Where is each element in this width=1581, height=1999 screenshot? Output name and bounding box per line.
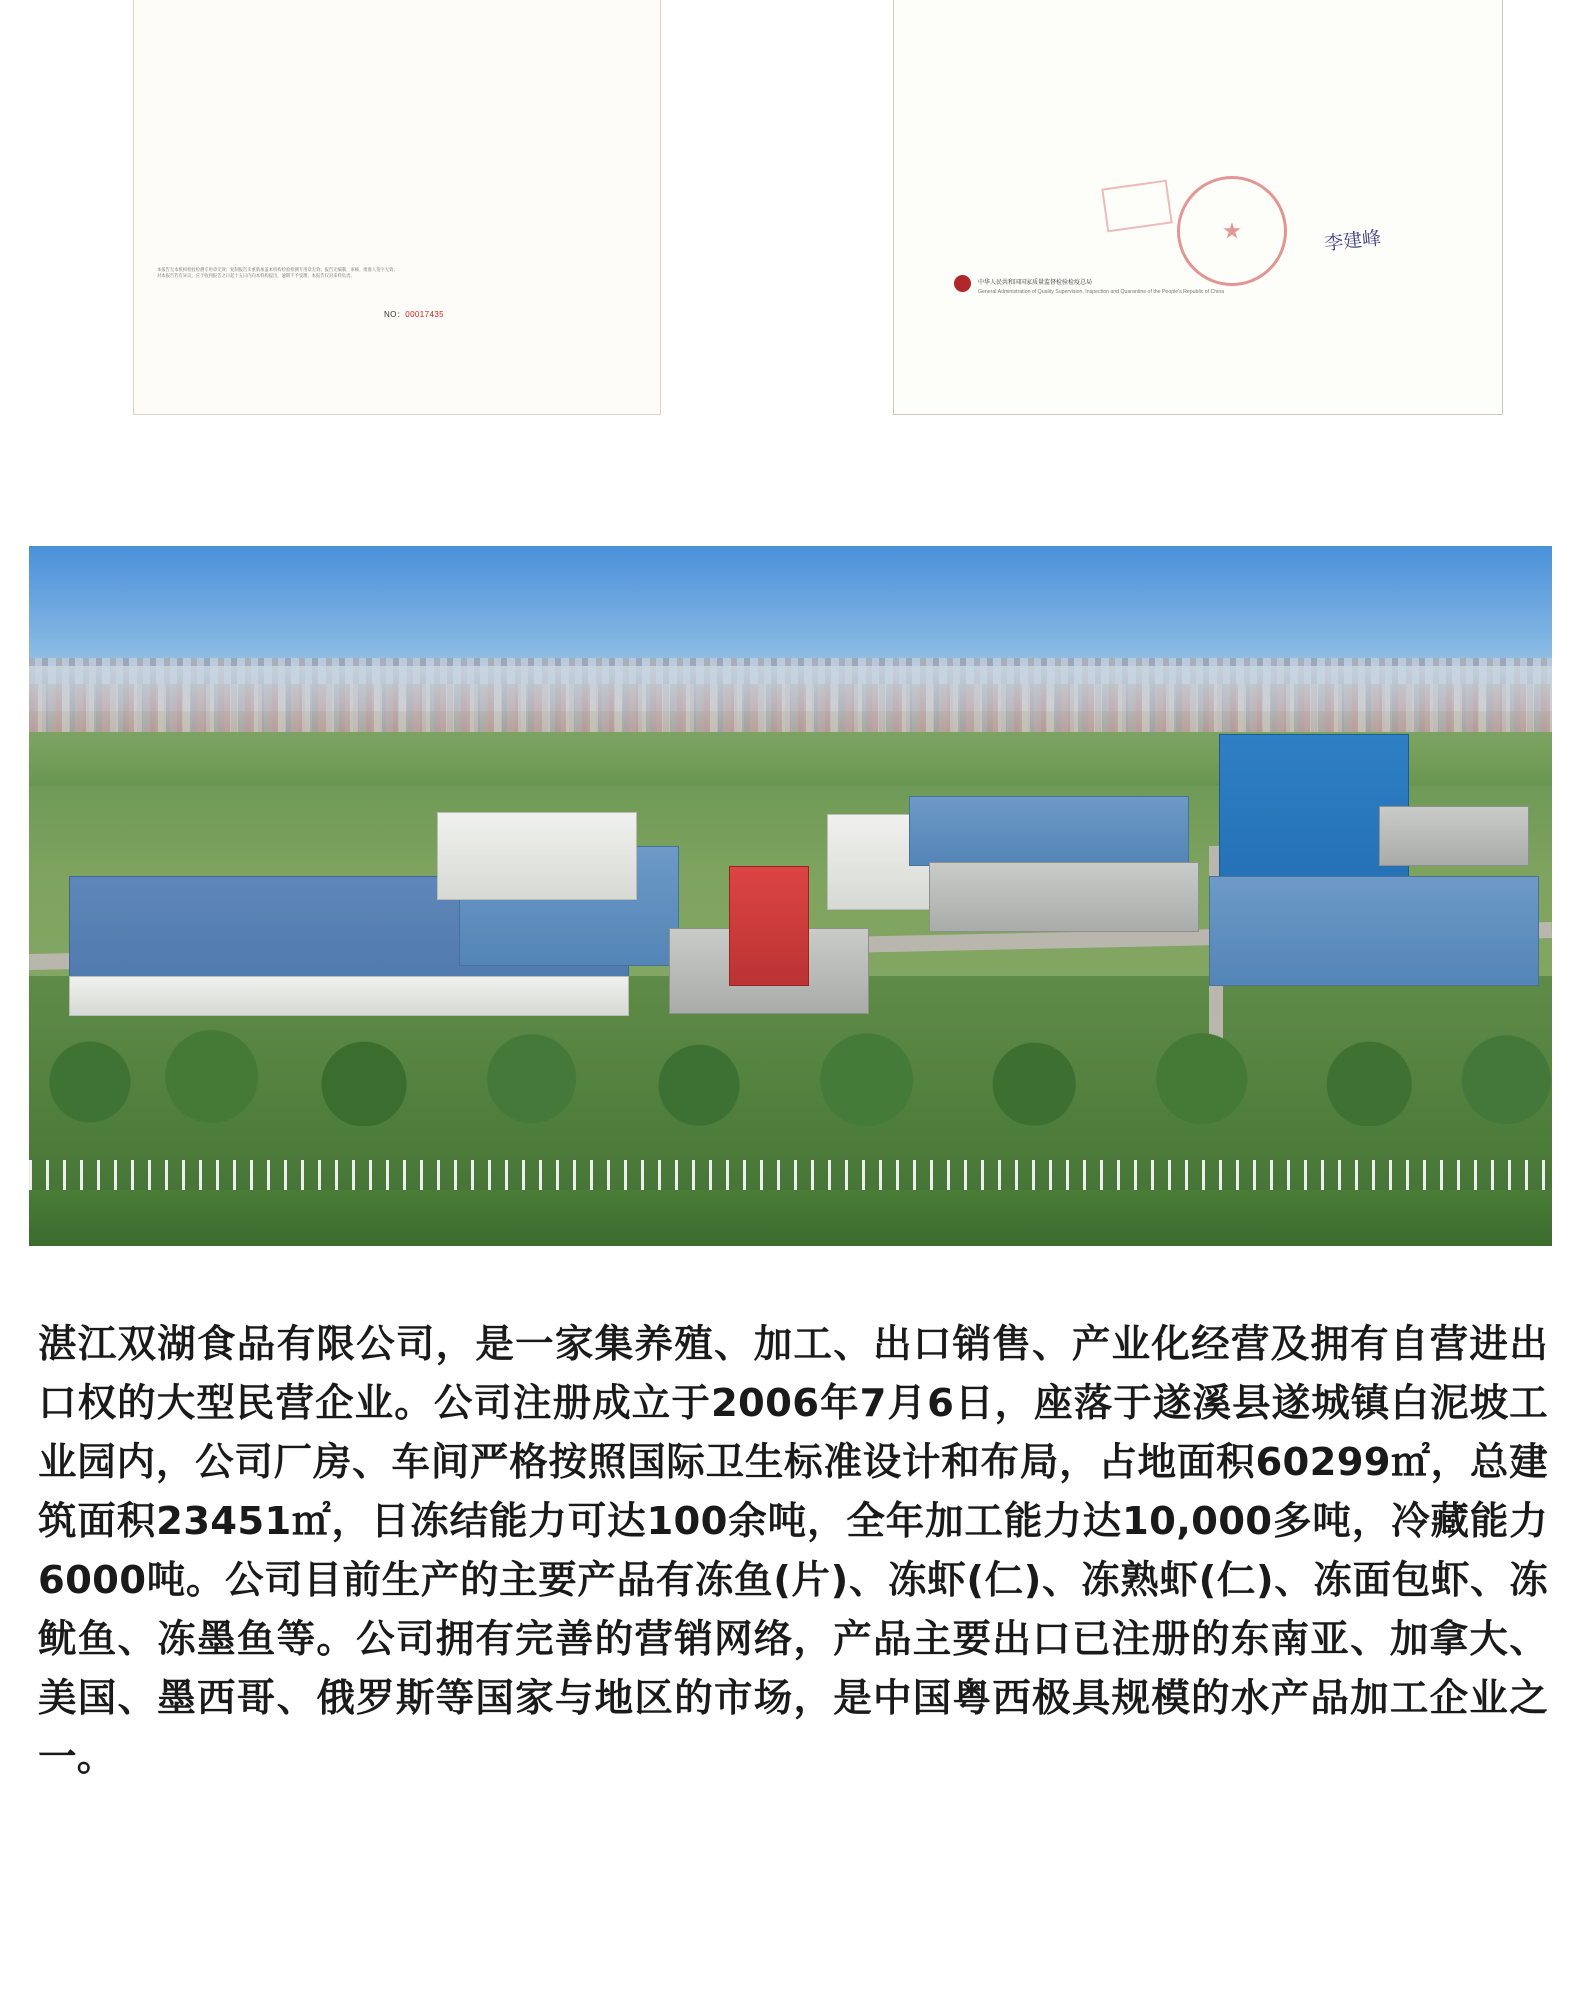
test-report-footnote: 本报告无本机构检验检测专用章无效；复制报告未重新加盖本机构检验检测专用章无效；报告无编制、审核、批准人签字无效； 对本报告若有异议，应于收到报告之日起十五日内向本机构提出，逾期不予受理；本报告仅对来样负责。 [157, 267, 398, 279]
factory-aerial-photo [29, 546, 1552, 1246]
aqsiq-logo-icon [954, 275, 971, 292]
atmospheric-haze [29, 666, 1552, 736]
certificate-haccp [893, 0, 1503, 415]
authorized-signature: 李建峰 [1323, 228, 1383, 255]
authority-name-cn: 中华人民共和国国家质量监督检验检疫总局 [978, 280, 1093, 286]
perimeter-fence [29, 1160, 1552, 1194]
building-storage-shed [909, 796, 1189, 866]
red-rectangular-stamp-icon [1101, 180, 1172, 233]
official-round-seal-icon [1177, 176, 1287, 286]
building-red-tower [729, 866, 809, 986]
authority-name-en: General Administration of Quality Supervision, Inspection and Quarantine of the People's Republic of China [978, 289, 1225, 295]
foreground-tree-row [29, 1016, 1552, 1126]
building-office-block [437, 812, 637, 900]
building-processing-hall [929, 862, 1199, 932]
building-main-workshop-wall [69, 976, 629, 1016]
report-number: NO：00017435 [384, 310, 445, 319]
building-blue-annex [1209, 876, 1539, 986]
foreground-grass [29, 1190, 1552, 1246]
certificates-row [0, 0, 1581, 420]
building-far-shed [1379, 806, 1529, 866]
company-description: 湛江双湖食品有限公司，是一家集养殖、加工、出口销售、产业化经营及拥有自营进出口权的大型民营企业。公司注册成立于2006年7月6日，座落于遂溪县遂城镇白泥坡工业园内，公司厂房、车间严格按照国际卫生标准设计和布局，占地面积60299㎡，总建筑面积23451㎡，日冻结能力可达100余吨，全年加工能力达10,000多吨，冷藏能力6000吨。公司目前生产的主要产品有冻鱼(片)、冻虾(仁)、冻熟虾(仁)、冻面包虾、冻鱿鱼、冻墨鱼等。公司拥有完善的营销网络，产品主要出口已注册的东南亚、加拿大、美国、墨西哥、俄罗斯等国家与地区的市场，是中国粤西极具规模的水产品加工企业之一。 [38, 1322, 1548, 1780]
certificate-test-report [133, 0, 661, 415]
